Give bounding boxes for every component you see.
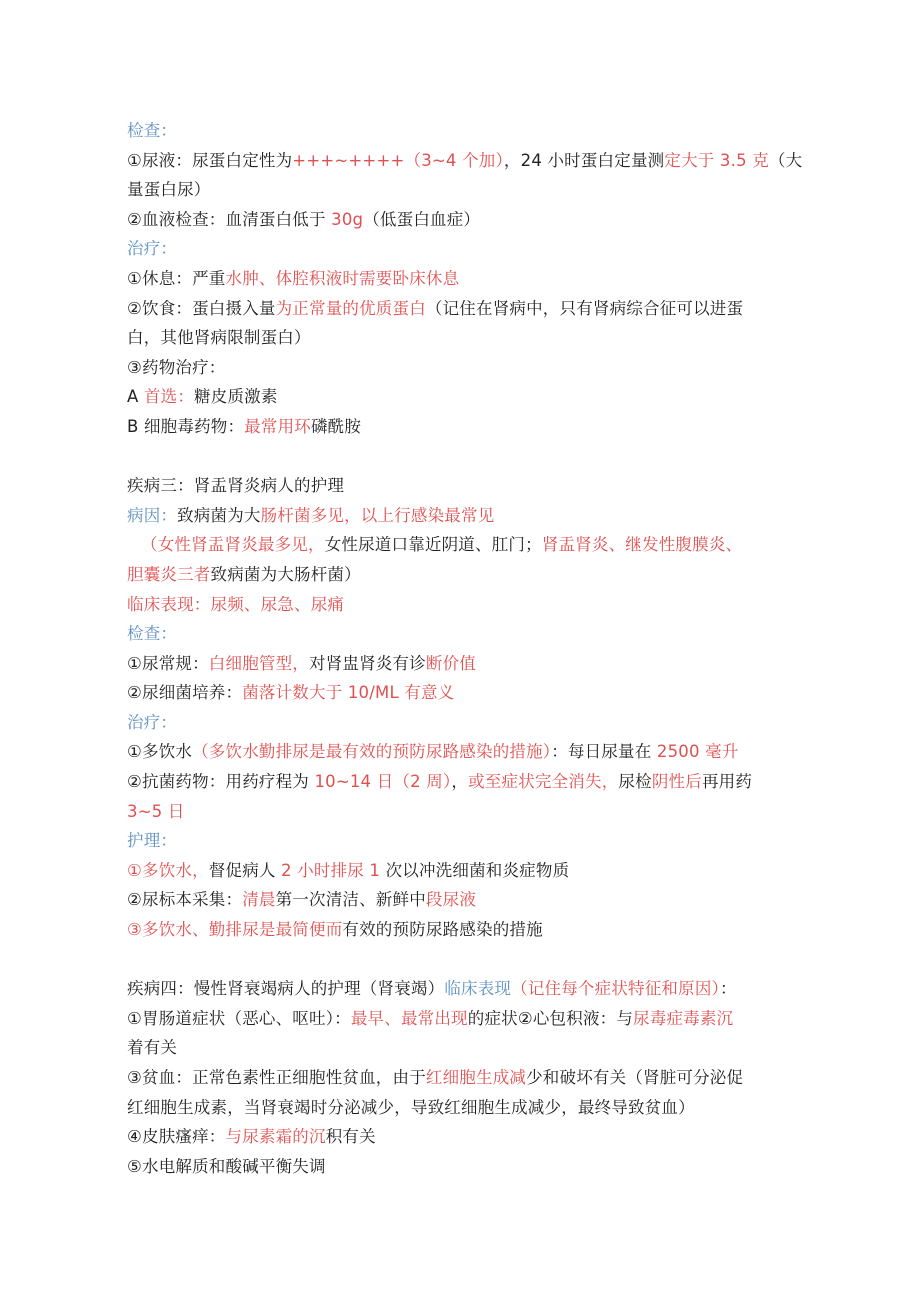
body-text: A <box>127 387 144 407</box>
highlight-text: （女性肾盂肾炎最多见， <box>141 535 325 555</box>
highlight-text: 定大于 3.5 克 <box>664 150 769 170</box>
text-line <box>127 1063 817 1093</box>
body-text: ②尿细菌培养： <box>127 683 243 703</box>
highlight-text: 阴性后 <box>651 772 702 792</box>
body-text: ②饮食：蛋白摄入量 <box>127 298 276 318</box>
body-text: ①胃肠道症状（恶心、呕吐）： <box>127 1008 351 1028</box>
heading-text: 临床表现 <box>444 979 512 999</box>
highlight-text: 或至症状完全消失， <box>468 772 619 792</box>
text-line <box>127 915 817 945</box>
highlight-text: 段尿液 <box>425 890 477 910</box>
body-text: ②尿标本采集： <box>127 890 243 910</box>
highlight-text: 菌落计数大于 10/ML 有意义 <box>242 683 455 703</box>
text-line <box>127 797 817 827</box>
body-text: 白，其他肾病限制蛋白） <box>127 328 311 348</box>
body-text: ①尿液：尿蛋白定性为 <box>127 150 293 170</box>
blank-line <box>127 945 817 975</box>
heading-text: 治疗： <box>127 712 178 732</box>
body-text: 的症状②心包积液：与 <box>467 1008 634 1028</box>
body-text: 积有关 <box>325 1127 376 1147</box>
heading-text: 病因： <box>127 505 178 525</box>
text-line <box>127 560 817 590</box>
text-line <box>127 856 817 886</box>
text-line <box>127 590 817 620</box>
body-text: 次以冲洗细菌和炎症物质 <box>385 860 570 880</box>
highlight-text: 断价值 <box>425 653 477 673</box>
highlight-text: 2500 毫升 <box>656 742 739 762</box>
body-text: （低蛋白血症） <box>363 209 481 229</box>
heading-text: 检查： <box>127 624 178 644</box>
text-line <box>127 678 817 708</box>
text-line <box>127 501 817 531</box>
body-text: 致病菌为大 <box>177 505 261 525</box>
text-line <box>127 146 817 176</box>
highlight-text: 尿毒症毒素沉 <box>633 1008 734 1028</box>
text-line <box>127 708 817 738</box>
highlight-text: 30g <box>331 209 364 229</box>
text-line <box>127 294 817 324</box>
text-line <box>127 974 817 1004</box>
body-text: 糖皮质激素 <box>194 387 278 407</box>
highlight-text: 2 小时排尿 1 <box>281 860 386 880</box>
text-line <box>127 619 817 649</box>
body-text: ①休息：严重 <box>127 268 226 288</box>
text-line <box>127 175 817 205</box>
body-text: 红细胞生成素，当肾衰竭时分泌减少，导致红细胞生成减少，最终导致贫血） <box>127 1097 695 1117</box>
text-line <box>127 530 817 560</box>
body-text: 着有关 <box>127 1038 178 1058</box>
body-text: ①尿常规： <box>127 653 209 673</box>
highlight-text: 最早、最常出现 <box>350 1008 468 1028</box>
text-line <box>127 323 817 353</box>
text-line <box>127 382 817 412</box>
body-text: 女性尿道口靠近阴道、肛门； <box>324 535 542 555</box>
body-text: ①多饮水 <box>127 742 193 762</box>
body-text: ④皮肤瘙痒： <box>127 1127 226 1147</box>
body-text: 疾病三：肾盂肾炎病人的护理 <box>127 476 345 496</box>
body-text: ③药物治疗： <box>127 357 226 377</box>
highlight-text: +++~++++（3~4 个加） <box>292 150 504 170</box>
highlight-text: 与尿素霜的沉 <box>225 1127 326 1147</box>
body-text: B 细胞毒药物： <box>127 416 245 436</box>
body-text: （记住在肾病中，只有肾病综合征可以进蛋 <box>425 298 744 318</box>
highlight-text: 白细胞管型， <box>208 653 309 673</box>
heading-text: 护理： <box>127 831 178 851</box>
body-text: 再用药 <box>701 772 753 792</box>
body-text: 磷酰胺 <box>310 416 362 436</box>
highlight-text: 3~5 日 <box>127 801 185 821</box>
body-text: ③贫血：正常色素性正细胞性贫血，由于 <box>127 1068 426 1087</box>
heading-text: 治疗： <box>127 239 178 259</box>
highlight-text: 水肿、体腔积液时需要卧床休息 <box>225 268 460 288</box>
text-line <box>127 649 817 679</box>
text-line <box>127 205 817 235</box>
text-line <box>127 1122 817 1152</box>
highlight-text: 首选： <box>143 387 195 407</box>
text-line <box>127 116 817 146</box>
body-text: 致病菌为大肠杆菌） <box>210 564 361 584</box>
body-text: ②抗菌药物：用药疗程为 <box>127 772 315 792</box>
text-line <box>127 767 817 797</box>
body-text: 有效的预防尿路感染的措施 <box>342 920 543 940</box>
text-line <box>127 471 817 501</box>
text-line <box>127 353 817 383</box>
body-text: 第一次清洁、新鲜中 <box>275 890 426 910</box>
body-text: 尿检 <box>618 772 652 792</box>
text-line <box>127 885 817 915</box>
body-text: ②血液检查：血清蛋白低于 <box>127 209 332 229</box>
highlight-text: 临床表现：尿频、尿急、尿痛 <box>127 594 345 614</box>
body-text: ， <box>451 772 469 792</box>
body-text: ：每日尿量在 <box>551 742 657 762</box>
body-text: ⑤水电解质和酸碱平衡失调 <box>127 1156 326 1176</box>
text-line <box>127 1093 817 1123</box>
highlight-text: 肠杆菌多见，以上行感染最常见 <box>260 505 495 525</box>
text-line <box>127 1004 817 1034</box>
highlight-text: 红细胞生成减 <box>425 1068 527 1087</box>
body-text: ： <box>719 979 737 999</box>
highlight-text: （记住每个症状特征和原因） <box>511 979 720 999</box>
body-text: 疾病四：慢性肾衰竭病人的护理（肾衰竭） <box>127 979 445 999</box>
text-line <box>127 737 817 767</box>
body-text: 对肾盅肾炎有诊 <box>309 653 426 673</box>
text-line <box>127 412 817 442</box>
body-text: 量蛋白尿） <box>127 180 211 200</box>
body-text: 督促病人 <box>208 860 282 880</box>
text-line <box>127 234 817 264</box>
blank-line <box>127 442 817 472</box>
body-text: 少和破坏有关（肾脏可分泌促 <box>526 1068 744 1087</box>
body-text: ，24 小时蛋白定量测 <box>503 150 665 170</box>
text-line <box>127 264 817 294</box>
highlight-text: 胆囊炎三者 <box>127 564 211 584</box>
highlight-text: ③多饮水、勤排尿是最简便而 <box>127 920 343 940</box>
text-line <box>127 1033 817 1063</box>
highlight-text: 最常用环 <box>244 416 311 436</box>
highlight-text: （多饮水勤排尿是最有效的预防尿路感染的措施） <box>192 742 552 762</box>
highlight-text: 为正常量的优质蛋白 <box>275 298 426 318</box>
text-line <box>127 1152 817 1182</box>
highlight-text: 清晨 <box>242 890 276 910</box>
highlight-text: 肾盂肾炎、继发性腹膜炎、 <box>541 535 743 555</box>
document-content <box>127 116 817 1181</box>
body-text: （大 <box>768 150 803 170</box>
heading-text: 检查： <box>127 121 178 140</box>
text-line <box>127 826 817 856</box>
highlight-text: 10~14 日（2 周） <box>314 772 452 792</box>
highlight-text: ①多饮水， <box>127 860 209 880</box>
